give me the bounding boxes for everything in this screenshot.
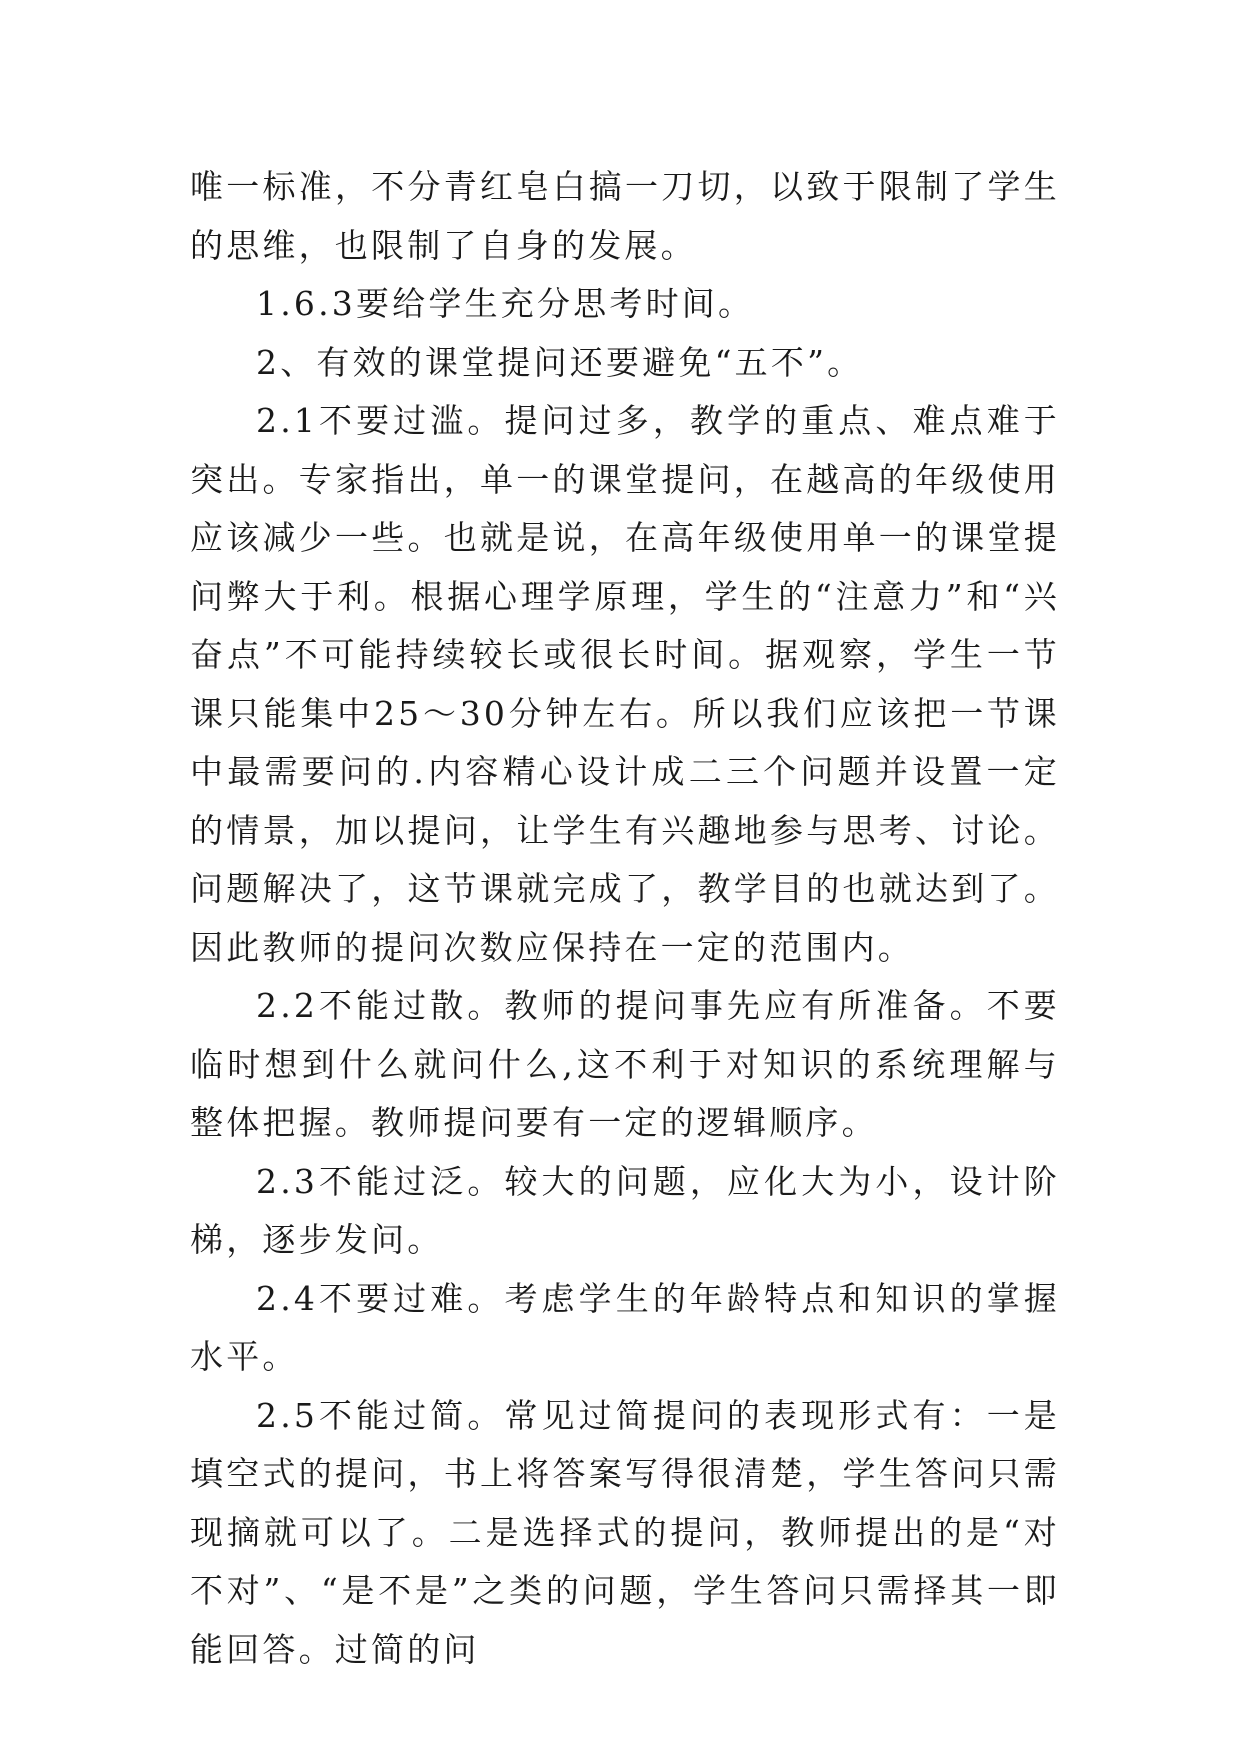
paragraph-1-6-3: 1.6.3要给学生充分思考时间。 bbox=[256, 284, 755, 323]
paragraph-2-3: 2.3不能过泛。较大的问题，应化大为小，设计阶梯，逐步发问。 bbox=[190, 1161, 1060, 1259]
paragraph-2-4: 2.4不要过难。考虑学生的年龄特点和知识的掌握水平。 bbox=[190, 1278, 1060, 1376]
paragraph-section-2-heading: 2、有效的课堂提问还要避免“五不”。 bbox=[256, 342, 864, 382]
paragraph-2-2: 2.2不能过散。教师的提问事先应有所准备。不要临时想到什么就问什么,这不利于对知识的系统理解与整体把握。教师提问要有一定的逻辑顺序。 bbox=[190, 986, 1060, 1142]
paragraph-2-5: 2.5不能过简。常见过简提问的表现形式有：一是填空式的提问，书上将答案写得很清楚，学生答问只需现摘就可以了。二是选择式的提问，教师提出的是“对不对”、“是不是”之类的问题，学生答问只需择其一即能回答。过简的问 bbox=[190, 1395, 1060, 1669]
paragraph-2-1: 2.1不要过滥。提问过多，教学的重点、难点难于突出。专家指出，单一的课堂提问，在越高的年级使用应该减少一些。也就是说，在高年级使用单一的课堂提问弊大于利。根据心理学原理，学生的“注意力”和“兴奋点”不可能持续较长或很长时间。据观察，学生一节课只能集中25～30分钟左右。所以我们应该把一节课中最需要问的.内容精心设计成二三个问题并设置一定的情景，加以提问，让学生有兴趣地参与思考、讨论。问题解决了，这节课就完成了，教学目的也就达到了。因此教师的提问次数应保持在一定的范围内。 bbox=[190, 401, 1060, 967]
paragraph-continued: 唯一标准，不分青红皂白搞一刀切，以致于限制了学生的思维，也限制了自身的发展。 bbox=[190, 167, 1060, 265]
document-body bbox=[190, 158, 1060, 1679]
